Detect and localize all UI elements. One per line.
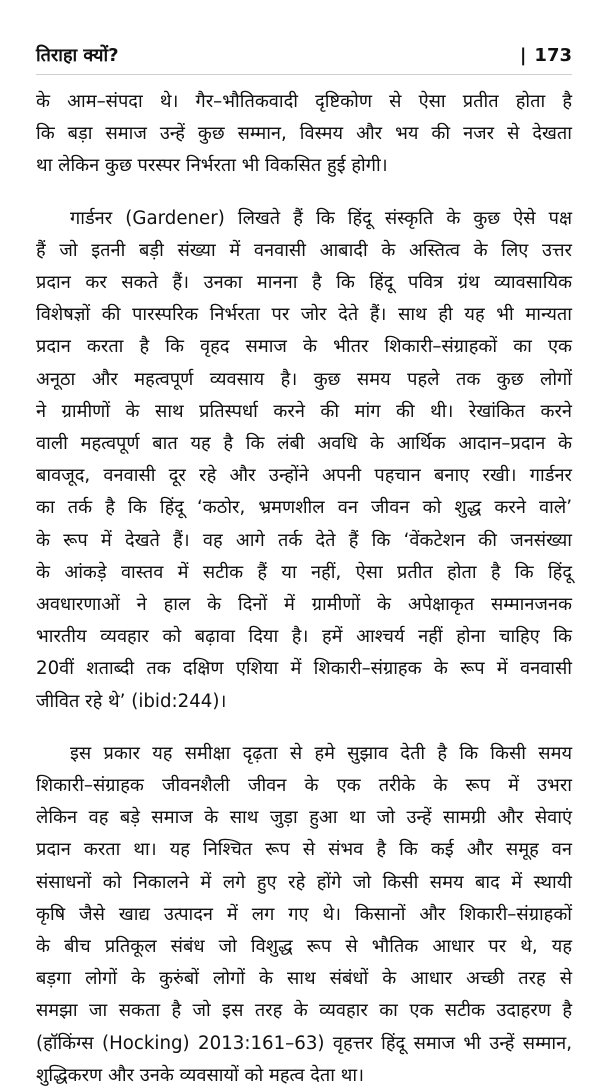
text-line: (हॉकिंग्स (Hocking) 2013:161–63) वृहत्तर हिंदू समाज भी उन्हें सम्मान, [36,1032,572,1054]
paragraph-3 [36,738,572,1092]
page-number: 173 [534,44,572,66]
text-line: अनूठा और महत्वपूर्ण व्यवसाय है। कुछ समय पहले तक कुछ लोगों [36,368,572,390]
header-divider [36,74,572,75]
chapter-title: तिराहा क्यों? [36,45,119,66]
text-line: इस प्रकार यह समीक्षा दृढ़ता से हमे सुझाव देती है कि किसी समय [70,742,572,764]
text-line: कि बड़ा समाज उन्हें कुछ सम्मान, विस्मय और भय की नजर से देखता [36,123,572,145]
text-line: बावजूद, वनवासी दूर रहे और उन्होंने अपनी पहचान बनाए रखी। गार्डनर [36,465,572,487]
text-line: के आम–संपदा थे। गैर–भौतिकवादी दृष्टिकोण से ऐसा प्रतीत होता है [36,91,572,112]
text-line: ने ग्रामीणों के साथ प्रतिस्पर्धा करने की मांग की थी। रेखांकित करने [36,400,572,422]
paragraph-2 [36,203,572,718]
text-line: गार्डनर (Gardener) लिखते हैं कि हिंदू संस्कृति के कुछ ऐसे पक्ष [70,207,572,229]
text-line: वाली महत्वपूर्ण बात यह है कि लंबी अवधि के आर्थिक आदान–प्रदान के [36,433,572,455]
page-number-block [520,45,572,66]
paragraph-1 [36,86,572,183]
text-line: के बीच प्रतिकूल संबंध जो विशुद्ध रूप से भौतिक आधार पर थे, यह [36,936,572,958]
text-line: अवधारणाओं ने हाल के दिनों में ग्रामीणों के अपेक्षाकृत सम्मानजनक [36,594,572,616]
body-text [36,86,572,1092]
text-line: प्रदान कर सकते हैं। उनका मानना है कि हिंदू पवित्र ग्रंथ व्यावसायिक [36,272,572,294]
text-line: विशेषज्ञों की पारस्परिक निर्भरता पर जोर देते हैं। साथ ही यह भी मान्यता [36,304,572,326]
running-header [36,40,572,70]
text-line: समझा जा सकता है जो इस तरह के व्यवहार का एक सटीक उदाहरण है [36,1000,572,1022]
text-line: लेकिन वह बड़े समाज के साथ जुड़ा हुआ था जो उन्हें सामग्री और सेवाएं [36,807,572,829]
text-line: शुद्धिकरण और उनके व्यवसायों को महत्व देता था। [36,1064,364,1086]
text-line: संसाधनों को निकालने में लगे हुए रहे होंगे जो किसी समय बाद में स्थायी [36,871,572,893]
text-line: के रूप में देखते हैं। वह आगे तर्क देते हैं कि ‘वेंकटेशन की जनसंख्या [36,529,572,551]
text-line: प्रदान करता है कि वृहद समाज के भीतर शिकारी–संग्राहकों का एक [36,336,572,358]
text-line: शिकारी–संग्राहक जीवनशैली जीवन के एक तरीके के रूप में उभरा [36,775,572,797]
text-line: जीवित रहे थे’ (ibid:244)। [36,690,227,712]
header-separator: | [519,44,527,66]
text-line: हैं जो इतनी बड़ी संख्या में वनवासी आबादी के अस्तित्व के लिए उत्तर [36,239,572,261]
text-line: के आंकड़े वास्तव में सटीक हैं या नहीं, ऐसा प्रतीत होता है कि हिंदू [36,561,572,583]
text-line: कृषि जैसे खाद्य उत्पादन में लग गए थे। किसानों और शिकारी–संग्राहकों [36,903,572,925]
text-line: था लेकिन कुछ परस्पर निर्भरता भी विकसित हुई होगी। [36,155,388,177]
text-line: भारतीय व्यवहार को बढ़ावा दिया है। हमें आश्चर्य नहीं होना चाहिए कि [36,626,572,648]
text-line: का तर्क है कि हिंदू ‘कठोर, भ्रमणशील वन जीवन को शुद्ध करने वाले’ [36,497,572,519]
text-line: प्रदान करता था। यह निश्चित रूप से संभव है कि कई और समूह वन [36,839,572,861]
text-line: 20वीं शताब्दी तक दक्षिण एशिया में शिकारी–संग्राहक के रूप में वनवासी [36,658,572,680]
text-line: बड़गा लोगों के कुरुंबों लोगों के साथ संबंधों के आधार अच्छी तरह से [36,968,572,990]
